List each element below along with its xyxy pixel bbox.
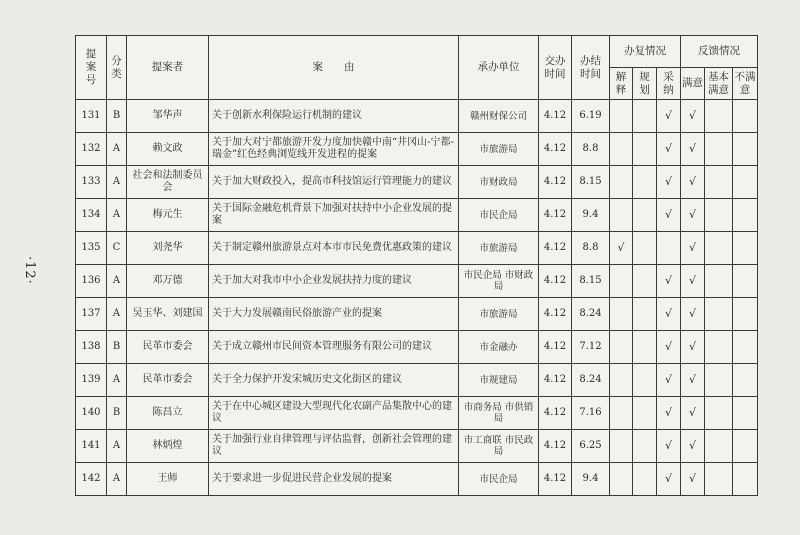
cell-unit: 市规建局 (459, 364, 539, 397)
cell-explain (610, 166, 633, 199)
cell-basic (705, 364, 733, 397)
cell-explain (610, 463, 633, 496)
cell-unit: 市旅游局 (459, 298, 539, 331)
table-row (76, 364, 758, 397)
cell-plan (633, 166, 657, 199)
cell-plan (633, 298, 657, 331)
header-id: 提案号 (76, 36, 107, 100)
cell-deliver: 4.12 (539, 397, 572, 430)
cell-id: 141 (76, 430, 107, 463)
cell-proposer: 吴玉华、刘建国 (127, 298, 209, 331)
cell-basic (705, 232, 733, 265)
cell-finish: 8.15 (572, 265, 610, 298)
cell-deliver: 4.12 (539, 463, 572, 496)
cell-adopt: √ (657, 199, 681, 232)
cell-proposer: 林炳煌 (127, 430, 209, 463)
cell-deliver: 4.12 (539, 265, 572, 298)
cell-unit: 市民企局 市财政局 (459, 265, 539, 298)
cell-unsatisfied (733, 331, 758, 364)
cell-deliver: 4.12 (539, 232, 572, 265)
cell-proposer: 民革市委会 (127, 364, 209, 397)
cell-satisfied: √ (681, 133, 705, 166)
cell-id: 136 (76, 265, 107, 298)
cell-finish: 6.19 (572, 100, 610, 133)
cell-satisfied: √ (681, 397, 705, 430)
cell-subject: 关于要求进一步促进民营企业发展的提案 (209, 463, 459, 496)
cell-subject: 关于加强行业自律管理与评估监督，创新社会管理的建议 (209, 430, 459, 463)
cell-finish: 8.24 (572, 364, 610, 397)
cell-unit: 市旅游局 (459, 133, 539, 166)
cell-basic (705, 463, 733, 496)
cell-subject: 关于国际金融危机背景下加强对扶持中小企业发展的提案 (209, 199, 459, 232)
cell-id: 138 (76, 331, 107, 364)
cell-satisfied: √ (681, 232, 705, 265)
cell-cat: A (107, 430, 127, 463)
cell-plan (633, 331, 657, 364)
cell-proposer: 赖文政 (127, 133, 209, 166)
cell-unit: 市商务局 市供销局 (459, 397, 539, 430)
cell-unsatisfied (733, 265, 758, 298)
cell-unit: 市工商联 市民政局 (459, 430, 539, 463)
cell-explain (610, 364, 633, 397)
cell-explain (610, 265, 633, 298)
table-row (76, 298, 758, 331)
table-row (76, 430, 758, 463)
cell-basic (705, 430, 733, 463)
cell-subject: 关于在中心城区建设大型现代化农副产品集散中心的建议 (209, 397, 459, 430)
table-row (76, 100, 758, 133)
cell-id: 137 (76, 298, 107, 331)
cell-plan (633, 133, 657, 166)
cell-id: 139 (76, 364, 107, 397)
cell-proposer: 王师 (127, 463, 209, 496)
cell-cat: A (107, 298, 127, 331)
cell-adopt: √ (657, 463, 681, 496)
cell-explain (610, 298, 633, 331)
cell-cat: B (107, 100, 127, 133)
cell-basic (705, 199, 733, 232)
cell-deliver: 4.12 (539, 100, 572, 133)
cell-explain (610, 100, 633, 133)
cell-finish: 8.15 (572, 166, 610, 199)
cell-finish: 8.8 (572, 133, 610, 166)
cell-plan (633, 199, 657, 232)
cell-deliver: 4.12 (539, 364, 572, 397)
cell-proposer: 刘尧华 (127, 232, 209, 265)
cell-explain (610, 133, 633, 166)
table-row (76, 232, 758, 265)
cell-explain (610, 331, 633, 364)
cell-id: 133 (76, 166, 107, 199)
cell-basic (705, 331, 733, 364)
header-satisfied: 满意 (681, 68, 705, 100)
cell-plan (633, 232, 657, 265)
cell-unit: 市金融办 (459, 331, 539, 364)
header-plan: 规划 (633, 68, 657, 100)
cell-finish: 9.4 (572, 463, 610, 496)
header-category: 分类 (107, 36, 127, 100)
cell-adopt: √ (657, 364, 681, 397)
cell-proposer: 民革市委会 (127, 331, 209, 364)
header-deliver: 交办时间 (539, 36, 572, 100)
table-row (76, 265, 758, 298)
header-reply-group: 办复情况 (610, 36, 681, 68)
cell-cat: A (107, 133, 127, 166)
cell-adopt: √ (657, 100, 681, 133)
cell-finish: 7.12 (572, 331, 610, 364)
cell-subject: 关于成立赣州市民间资本管理服务有限公司的建议 (209, 331, 459, 364)
cell-finish: 6.25 (572, 430, 610, 463)
cell-deliver: 4.12 (539, 430, 572, 463)
cell-adopt: √ (657, 331, 681, 364)
cell-basic (705, 133, 733, 166)
table-row (76, 331, 758, 364)
cell-deliver: 4.12 (539, 298, 572, 331)
cell-basic (705, 100, 733, 133)
cell-basic (705, 166, 733, 199)
table-row (76, 166, 758, 199)
table-row (76, 133, 758, 166)
header-proposer: 提案者 (127, 36, 209, 100)
header-finish: 办结时间 (572, 36, 610, 100)
cell-cat: A (107, 166, 127, 199)
cell-subject: 关于制定赣州旅游景点对本市市民免费优惠政策的建议 (209, 232, 459, 265)
cell-basic (705, 397, 733, 430)
cell-plan (633, 364, 657, 397)
cell-plan (633, 430, 657, 463)
proposal-table (75, 35, 758, 496)
cell-proposer: 邓万德 (127, 265, 209, 298)
cell-unit: 市民企局 (459, 463, 539, 496)
header-feedback-group: 反馈情况 (681, 36, 758, 68)
cell-finish: 9.4 (572, 199, 610, 232)
cell-plan (633, 265, 657, 298)
cell-cat: C (107, 232, 127, 265)
cell-explain: √ (610, 232, 633, 265)
cell-subject: 关于加大财政投入，提高市科技馆运行管理能力的建议 (209, 166, 459, 199)
cell-cat: B (107, 397, 127, 430)
cell-satisfied: √ (681, 364, 705, 397)
cell-id: 131 (76, 100, 107, 133)
cell-unit: 赣州财保公司 (459, 100, 539, 133)
cell-unsatisfied (733, 463, 758, 496)
cell-adopt: √ (657, 133, 681, 166)
cell-unsatisfied (733, 133, 758, 166)
page-number: ·12· (22, 256, 37, 285)
cell-id: 140 (76, 397, 107, 430)
header-subject: 案 由 (209, 36, 459, 100)
cell-satisfied: √ (681, 166, 705, 199)
cell-id: 132 (76, 133, 107, 166)
cell-unit: 市旅游局 (459, 232, 539, 265)
cell-deliver: 4.12 (539, 331, 572, 364)
cell-unsatisfied (733, 166, 758, 199)
cell-unsatisfied (733, 199, 758, 232)
cell-adopt: √ (657, 166, 681, 199)
cell-explain (610, 199, 633, 232)
cell-finish: 8.8 (572, 232, 610, 265)
cell-unsatisfied (733, 298, 758, 331)
cell-explain (610, 430, 633, 463)
cell-cat: B (107, 331, 127, 364)
cell-adopt: √ (657, 265, 681, 298)
cell-satisfied: √ (681, 430, 705, 463)
cell-cat: A (107, 265, 127, 298)
cell-unsatisfied (733, 232, 758, 265)
cell-cat: A (107, 199, 127, 232)
header-unit: 承办单位 (459, 36, 539, 100)
cell-subject: 关于加大对宁都旅游开发力度加快赣中南“井冈山-宁都-瑞金”红色经典浏览线开发进程的提案 (209, 133, 459, 166)
cell-basic (705, 298, 733, 331)
cell-unit: 市民企局 (459, 199, 539, 232)
cell-plan (633, 397, 657, 430)
header-adopt: 采纳 (657, 68, 681, 100)
cell-deliver: 4.12 (539, 133, 572, 166)
cell-cat: A (107, 364, 127, 397)
cell-satisfied: √ (681, 100, 705, 133)
cell-subject: 关于创新水利保险运行机制的建议 (209, 100, 459, 133)
cell-unsatisfied (733, 100, 758, 133)
cell-plan (633, 463, 657, 496)
cell-adopt: √ (657, 397, 681, 430)
cell-unsatisfied (733, 430, 758, 463)
cell-adopt (657, 232, 681, 265)
cell-unit: 市财政局 (459, 166, 539, 199)
cell-satisfied: √ (681, 199, 705, 232)
cell-proposer: 社会和法制委员会 (127, 166, 209, 199)
table-row (76, 463, 758, 496)
cell-satisfied: √ (681, 463, 705, 496)
header-unsatisfied: 不满意 (733, 68, 758, 100)
cell-explain (610, 397, 633, 430)
cell-unsatisfied (733, 397, 758, 430)
cell-id: 134 (76, 199, 107, 232)
cell-id: 135 (76, 232, 107, 265)
cell-unsatisfied (733, 364, 758, 397)
header-basic-satisfied: 基本满意 (705, 68, 733, 100)
cell-proposer: 邹华声 (127, 100, 209, 133)
cell-basic (705, 265, 733, 298)
cell-deliver: 4.12 (539, 199, 572, 232)
cell-satisfied: √ (681, 298, 705, 331)
cell-finish: 8.24 (572, 298, 610, 331)
header-explain: 解释 (610, 68, 633, 100)
cell-subject: 关于全力保护开发宋城历史文化街区的建议 (209, 364, 459, 397)
cell-finish: 7.16 (572, 397, 610, 430)
cell-satisfied: √ (681, 331, 705, 364)
cell-subject: 关于加大对我市中小企业发展扶持力度的建议 (209, 265, 459, 298)
cell-adopt: √ (657, 298, 681, 331)
cell-proposer: 梅元生 (127, 199, 209, 232)
table-row (76, 397, 758, 430)
cell-adopt: √ (657, 430, 681, 463)
cell-deliver: 4.12 (539, 166, 572, 199)
cell-proposer: 陈昌立 (127, 397, 209, 430)
cell-cat: A (107, 463, 127, 496)
cell-subject: 关于大力发展赣南民俗旅游产业的提案 (209, 298, 459, 331)
cell-satisfied: √ (681, 265, 705, 298)
table-row (76, 199, 758, 232)
cell-plan (633, 100, 657, 133)
cell-id: 142 (76, 463, 107, 496)
